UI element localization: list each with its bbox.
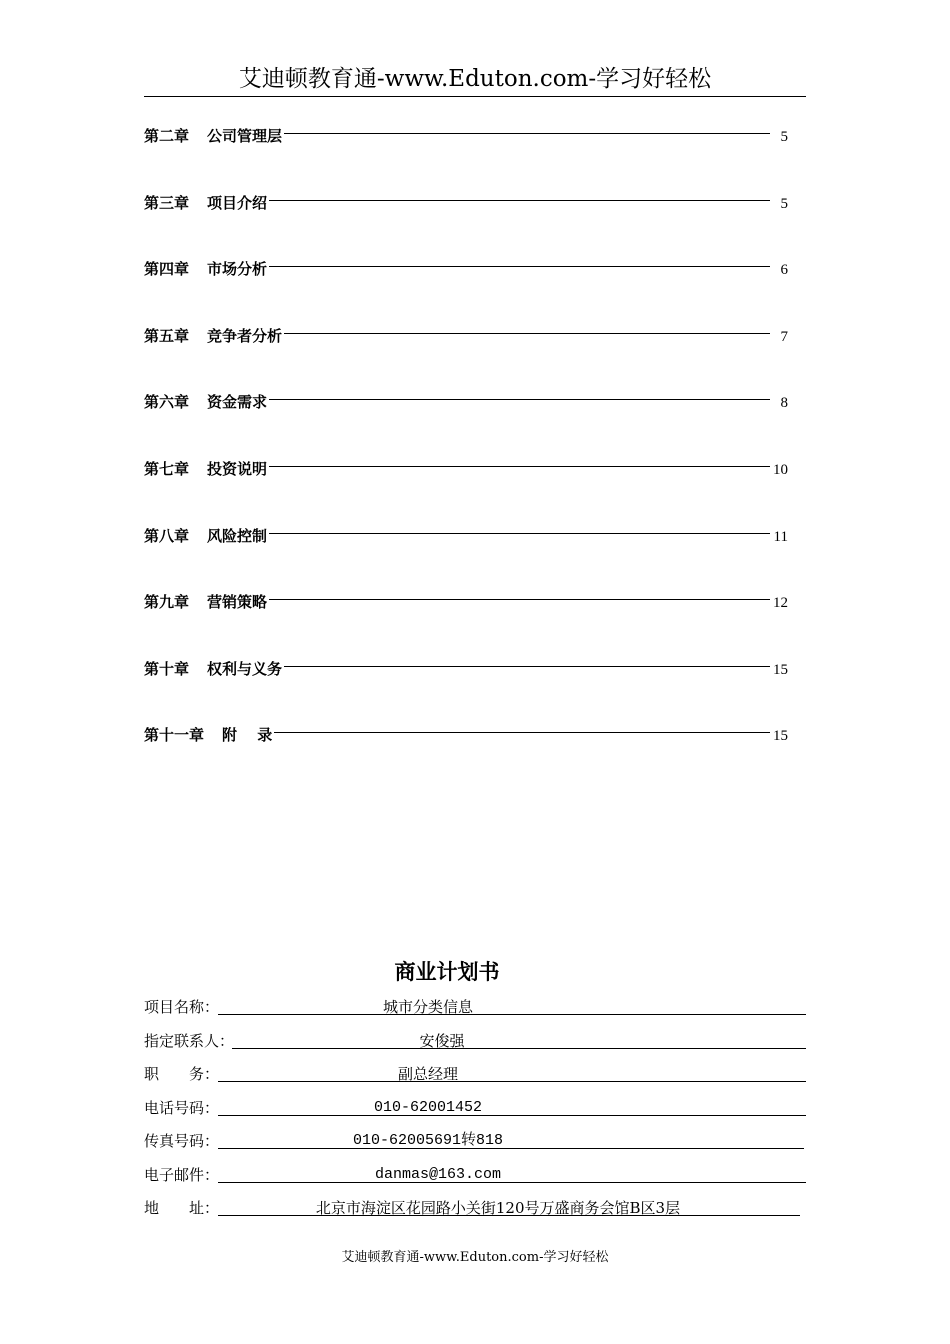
toc-leader bbox=[269, 533, 770, 534]
toc-page-number: 12 bbox=[773, 595, 788, 612]
contact-person-field bbox=[144, 1030, 806, 1064]
toc-chapter-number: 第十章 bbox=[144, 659, 190, 678]
toc-page-number: 5 bbox=[780, 195, 788, 212]
toc-chapter-title: 公司管理层 bbox=[207, 127, 283, 145]
toc-page-number: 15 bbox=[773, 728, 788, 745]
fax-field bbox=[144, 1130, 806, 1164]
toc-chapter-title: 权利与义务 bbox=[207, 659, 283, 678]
toc-entry-ch4[interactable] bbox=[144, 259, 804, 326]
field-label: 项目名称： bbox=[144, 998, 220, 1016]
toc-entry-ch5[interactable] bbox=[144, 326, 804, 393]
field-label: 地 址： bbox=[144, 1199, 220, 1217]
toc-entry-ch11[interactable] bbox=[144, 725, 804, 792]
toc-leader bbox=[269, 266, 770, 267]
field-value: 010-62001452 bbox=[373, 1098, 483, 1116]
field-value: 安俊强 bbox=[419, 1031, 465, 1050]
toc-chapter-number: 第三章 bbox=[144, 193, 190, 212]
toc-chapter-number: 第二章 bbox=[144, 127, 190, 145]
toc-leader bbox=[269, 399, 770, 400]
phone-field bbox=[144, 1097, 806, 1131]
toc-page-number: 10 bbox=[773, 461, 788, 478]
toc-leader bbox=[269, 599, 770, 600]
toc-chapter-number: 第五章 bbox=[144, 326, 190, 345]
business-plan-title: 商业计划书 bbox=[394, 960, 500, 984]
address-field bbox=[144, 1197, 806, 1231]
page-footer: 艾迪顿教育通-www.Eduton.com-学习好轻松 bbox=[341, 1250, 609, 1265]
toc-page-number: 8 bbox=[780, 395, 788, 412]
toc-entry-ch3[interactable] bbox=[144, 193, 804, 260]
toc-chapter-number: 第十一章 bbox=[144, 726, 205, 745]
toc-chapter-title: 市场分析 bbox=[207, 260, 268, 279]
toc-chapter-number: 第四章 bbox=[144, 260, 190, 279]
toc-entry-ch8[interactable] bbox=[144, 526, 804, 593]
toc-leader bbox=[284, 133, 770, 134]
toc-entry-ch2[interactable] bbox=[144, 126, 804, 193]
field-value: 010-62005691转818 bbox=[352, 1132, 504, 1149]
toc-leader bbox=[274, 732, 770, 733]
field-label: 职 务： bbox=[144, 1065, 220, 1083]
toc-chapter-title: 附 录 bbox=[222, 726, 273, 745]
field-label: 指定联系人： bbox=[144, 1031, 235, 1050]
toc-chapter-title: 竞争者分析 bbox=[207, 326, 283, 345]
toc-entry-ch9[interactable] bbox=[144, 592, 804, 659]
toc-page-number: 15 bbox=[773, 661, 788, 678]
toc-chapter-number: 第七章 bbox=[144, 459, 190, 478]
field-label: 传真号码： bbox=[144, 1132, 220, 1150]
page-header: 艾迪顿教育通-www.Eduton.com-学习好轻松 bbox=[238, 66, 712, 92]
field-label: 电子邮件： bbox=[144, 1165, 220, 1184]
header-divider bbox=[144, 96, 806, 97]
toc-entry-ch7[interactable] bbox=[144, 459, 804, 526]
project-name-field bbox=[144, 996, 806, 1030]
toc-page-number: 5 bbox=[780, 129, 788, 145]
toc-chapter-number: 第八章 bbox=[144, 526, 190, 545]
toc-page-number: 7 bbox=[780, 328, 788, 345]
toc-leader bbox=[269, 466, 770, 467]
position-field bbox=[144, 1063, 806, 1097]
toc-chapter-title: 项目介绍 bbox=[207, 193, 268, 212]
field-value: 城市分类信息 bbox=[382, 998, 473, 1016]
field-value: 北京市海淀区花园路小关街120号万盛商务会馆B区3层 bbox=[315, 1199, 681, 1217]
toc-leader bbox=[284, 333, 770, 334]
toc-chapter-number: 第六章 bbox=[144, 393, 190, 412]
field-value: danmas@163.com bbox=[374, 1165, 502, 1183]
field-label: 电话号码： bbox=[144, 1098, 220, 1117]
table-of-contents bbox=[144, 126, 804, 792]
toc-page-number: 11 bbox=[773, 528, 788, 545]
toc-chapter-title: 投资说明 bbox=[207, 459, 268, 478]
toc-chapter-title: 营销策略 bbox=[207, 593, 268, 612]
toc-leader bbox=[284, 666, 770, 667]
toc-entry-ch6[interactable] bbox=[144, 392, 804, 459]
toc-chapter-title: 风险控制 bbox=[207, 526, 268, 545]
email-field bbox=[144, 1164, 806, 1198]
toc-leader bbox=[269, 200, 770, 201]
toc-page-number: 6 bbox=[780, 262, 788, 279]
toc-chapter-number: 第九章 bbox=[144, 593, 190, 612]
business-plan-fields bbox=[144, 996, 806, 1231]
toc-entry-ch10[interactable] bbox=[144, 659, 804, 726]
toc-chapter-title: 资金需求 bbox=[207, 393, 268, 412]
field-value: 副总经理 bbox=[397, 1065, 458, 1083]
